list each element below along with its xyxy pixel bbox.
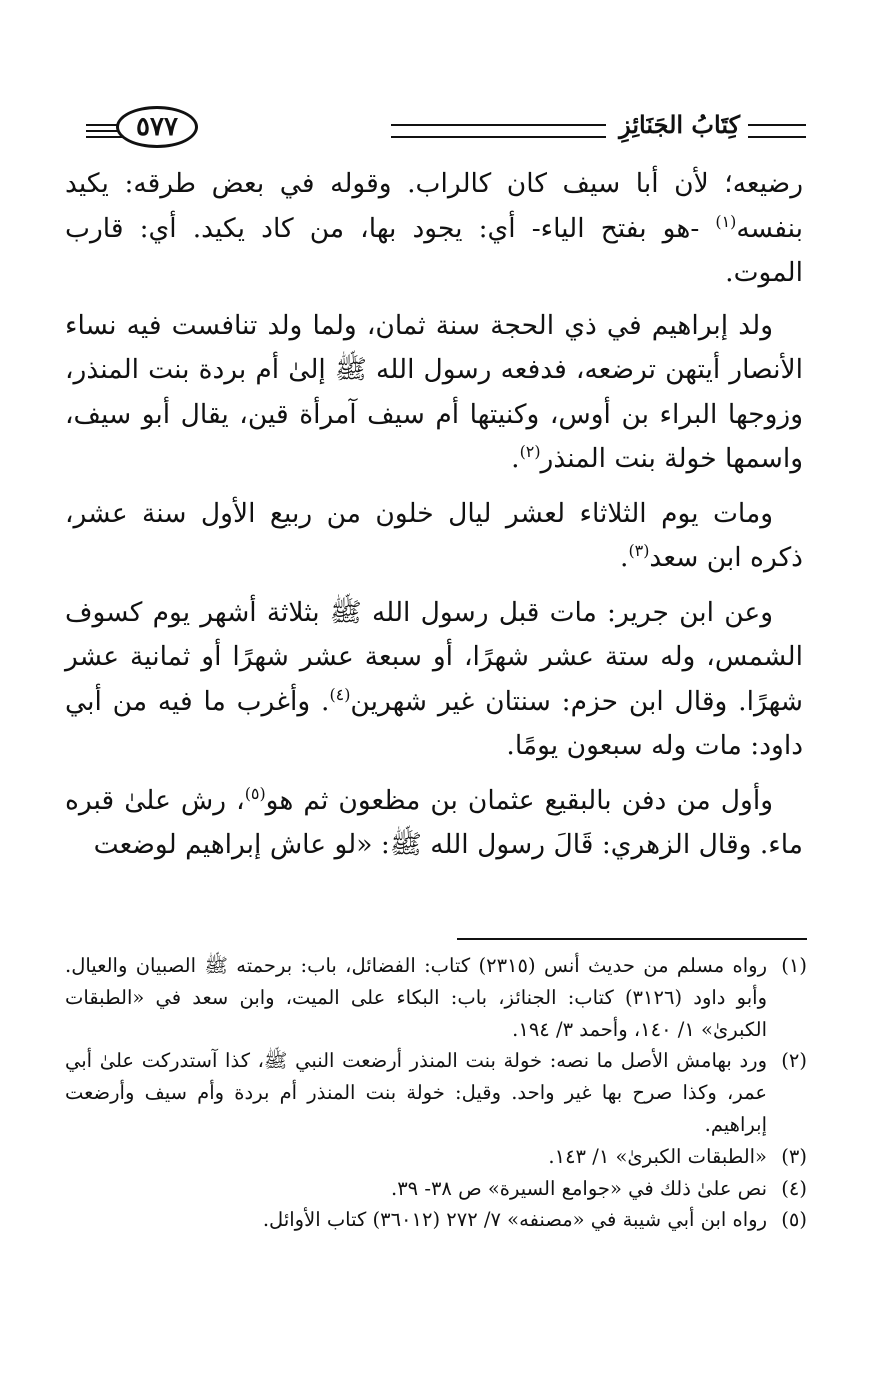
- footnote-3: [65, 1141, 807, 1173]
- header-rule: [86, 136, 122, 138]
- page-header: [86, 104, 806, 152]
- paragraph-1: [65, 162, 803, 296]
- paragraph-text: رضيعه؛ لأن أبا سيف كان كالراب. وقوله في بعض طرقه: يكيد بنفسه: [65, 168, 803, 244]
- footnote-ref-1[interactable]: (١): [715, 211, 737, 231]
- footnote-text: نص علىٰ ذلك في «جوامع السيرة» ص ٣٨- ٣٩.: [390, 1176, 767, 1200]
- paragraph-text: -هو بفتح الياء- أي: يجود بها، من كاد يكيد. أي: قارب الموت.: [65, 212, 803, 288]
- paragraph-3: [65, 492, 803, 581]
- paragraph-text: . وأغرب ما فيه من أبي داود: مات وله سبعون يومًا.: [65, 685, 803, 761]
- footnote-5: [65, 1204, 807, 1236]
- paragraph-text: ومات يوم الثلاثاء لعشر ليال خلون من ربيع الأول سنة عشر، ذكره ابن سعد: [65, 497, 803, 573]
- paragraph-text: .: [511, 443, 520, 474]
- footnote-1: [65, 950, 807, 1045]
- footnote-text: رواه ابن أبي شيبة في «مصنفه» ٧/ ٢٧٢ (٣٦٠١٢) كتاب الأوائل.: [262, 1208, 767, 1232]
- footnote-ref-4[interactable]: (٤): [329, 684, 351, 704]
- footnote-ref-5[interactable]: (٥): [244, 783, 266, 803]
- footnote-number: (٥): [781, 1208, 807, 1232]
- paragraph-text: وعن ابن جرير: مات قبل رسول الله ﷺ بثلاثة أشهر يوم كسوف الشمس، وله ستة عشر شهرًا، أو سبعة عشر شهرًا أو ثمانية عشر شهرًا. وقال ابن حزم: سنتان غير شهرين: [65, 596, 803, 717]
- page-number: [116, 106, 198, 148]
- footnote-text: رواه مسلم من حديث أنس (٢٣١٥) كتاب: الفضائل، باب: برحمته ﷺ الصبيان والعيال. وأبو داود (٣١٢٦) كتاب: الجنائز، باب: البكاء على الميت، وابن سعد في «الطبقات الكبرىٰ» ١/ ١٤٠، وأحمد ٣/ ١٩٤.: [65, 954, 767, 1041]
- footnote-ref-2[interactable]: (٢): [519, 442, 541, 462]
- footnote-number: (٣): [781, 1144, 807, 1168]
- footnote-ref-3[interactable]: (٣): [628, 541, 650, 561]
- header-rule: [391, 124, 606, 126]
- footnote-text: «الطبقات الكبرىٰ» ١/ ١٤٣.: [548, 1144, 767, 1168]
- footnote-separator: [457, 938, 807, 940]
- footnote-text: ورد بهامش الأصل ما نصه: خولة بنت المنذر أرضعت النبي ﷺ، كذا آستدركت علىٰ أبي عمر، وكذا صرح بها غير واحد. وقيل: خولة بنت المنذر أم بردة وأم سيف وأرضعت إبراهيم.: [65, 1049, 767, 1136]
- paragraph-text: ولد إبراهيم في ذي الحجة سنة ثمان، ولما ولد تنافست فيه نساء الأنصار أيتهن ترضعه، فدفعه رسول الله ﷺ إلىٰ أم بردة بنت المنذر، وزوجها البراء بن أوس، وكنيتها أم سيف آمرأة قين، يقال أبو سيف، واسمها خولة بنت المنذر: [65, 309, 803, 474]
- paragraph-text: .: [620, 542, 629, 573]
- footnote-2: [65, 1045, 807, 1140]
- footnotes: [65, 950, 807, 1236]
- footnote-number: (٤): [781, 1176, 807, 1200]
- running-title: كِتَابُ الجَنَائِزِ: [619, 110, 740, 139]
- header-rule: [391, 136, 606, 138]
- footnote-number: (١): [781, 954, 807, 977]
- paragraph-text: وأول من دفن بالبقيع عثمان بن مظعون ثم هو: [265, 784, 774, 816]
- header-rule: [748, 124, 806, 126]
- page-number-text: ٥٧٧: [136, 112, 178, 142]
- paragraph-text: ، رش علىٰ قبره ماء. وقال الزهري: قَالَ رسول الله ﷺ: «لو عاش إبراهيم لوضعت: [65, 784, 803, 860]
- paragraph-2: [65, 304, 803, 482]
- header-rule: [748, 136, 806, 138]
- main-text: [65, 162, 803, 878]
- footnote-number: (٢): [781, 1049, 807, 1073]
- paragraph-4: [65, 591, 803, 769]
- footnote-4: [65, 1173, 807, 1205]
- paragraph-5: [65, 779, 803, 868]
